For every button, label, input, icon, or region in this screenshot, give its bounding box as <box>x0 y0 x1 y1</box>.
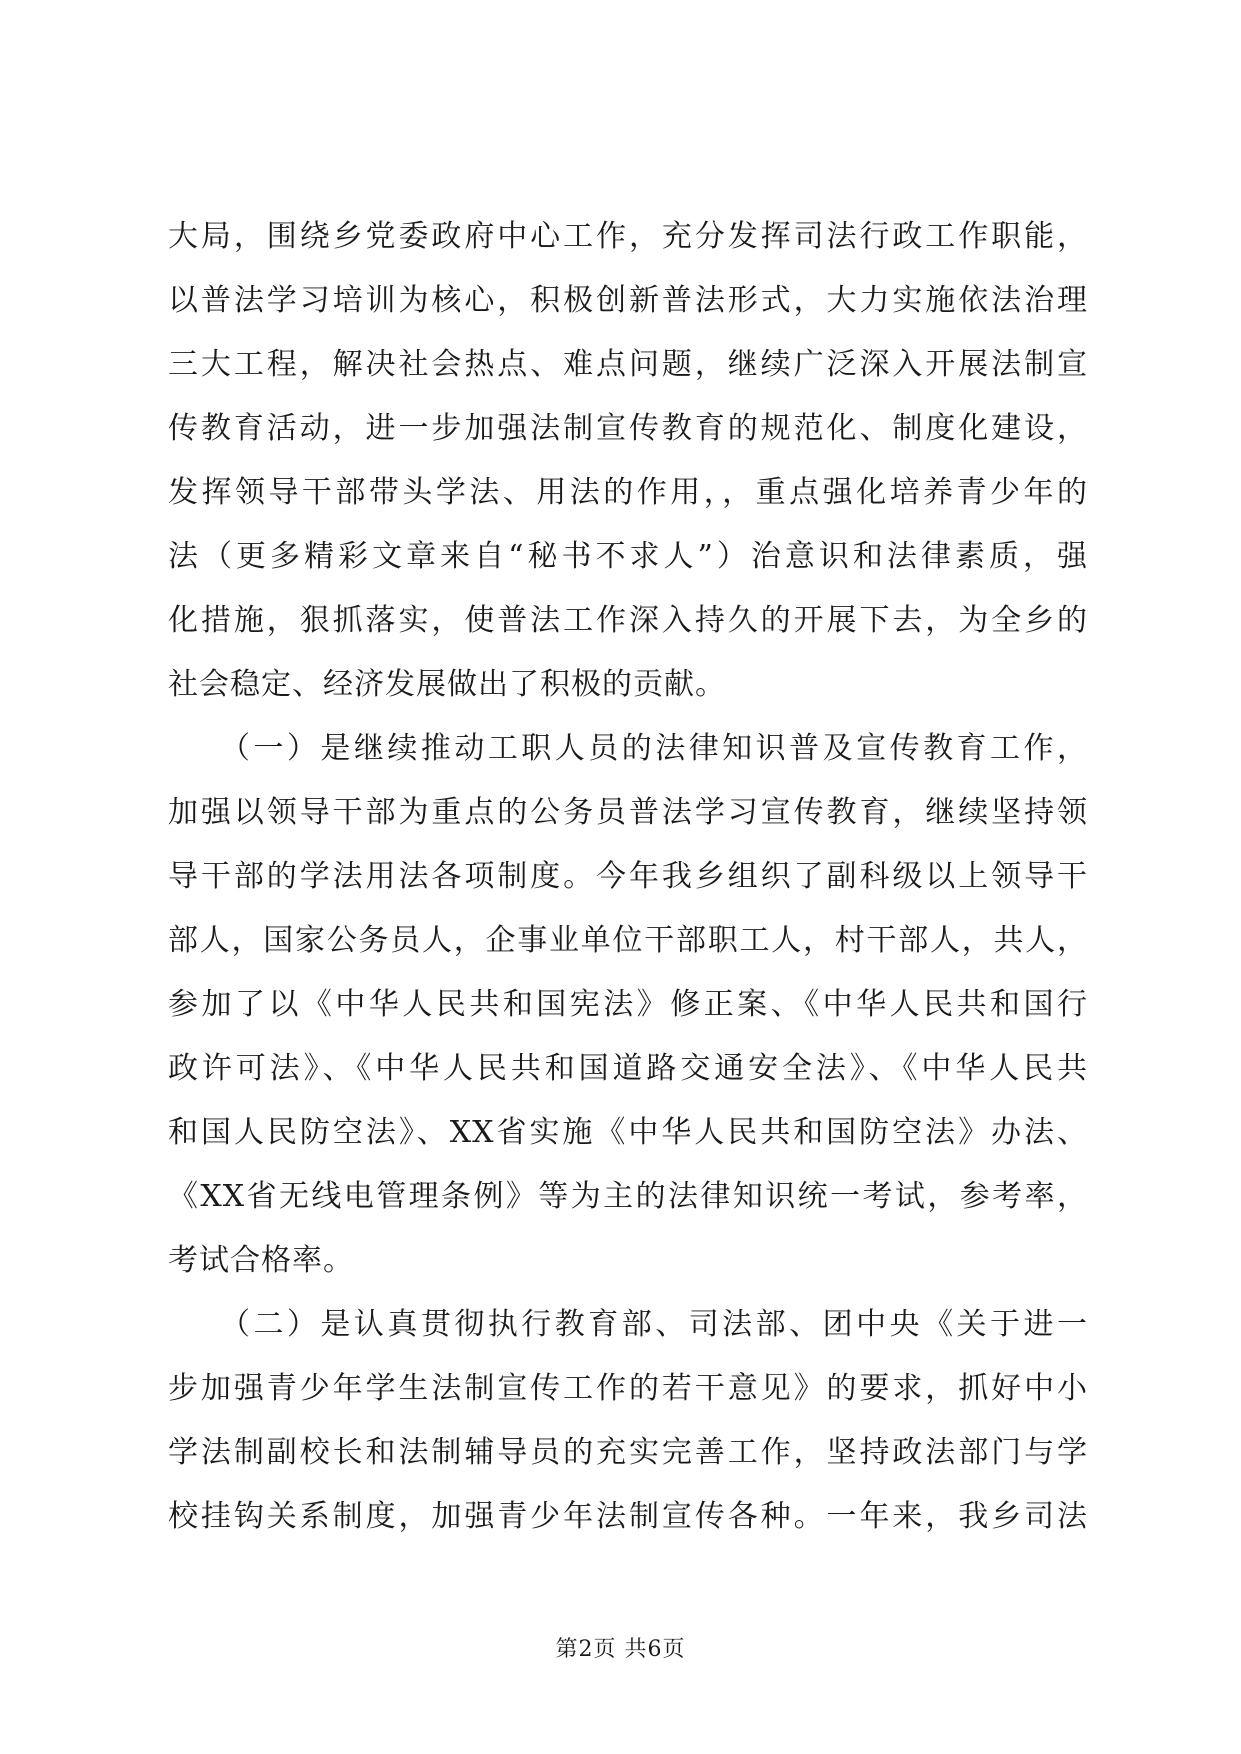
text-line: 加强以领导干部为重点的公务员普法学习宣传教育，继续坚持领 <box>168 795 1088 830</box>
text-line: 和国人民防空法》、XX省实施《中华人民共和国防空法》办法、 <box>168 1115 1088 1150</box>
text-line: 法（更多精彩文章来自“秘书不求人”）治意识和法律素质，强 <box>168 539 1088 574</box>
text-line: 化措施，狠抓落实，使普法工作深入持久的开展下去，为全乡的 <box>168 603 1088 638</box>
text-line: 以普法学习培训为核心，积极创新普法形式，大力实施依法治理 <box>168 283 1088 318</box>
text-line: 步加强青少年学生法制宣传工作的若干意见》的要求，抓好中小 <box>168 1371 1088 1406</box>
page-number-footer: 第2页 共6页 <box>555 1637 686 1662</box>
text-line: 三大工程，解决社会热点、难点问题，继续广泛深入开展法制宣 <box>168 347 1088 382</box>
text-line: 发挥领导干部带头学法、用法的作用，，重点强化培养青少年的 <box>168 475 1088 510</box>
text-line: （一）是继续推动工职人员的法律知识普及宣传教育工作， <box>168 731 1088 766</box>
text-line: （二）是认真贯彻执行教育部、司法部、团中央《关于进一 <box>168 1307 1088 1342</box>
text-line: 导干部的学法用法各项制度。今年我乡组织了副科级以上领导干 <box>168 859 1088 894</box>
text-line: 校挂钩关系制度，加强青少年法制宣传各种。一年来，我乡司法 <box>168 1499 1088 1534</box>
text-line: 考试合格率。 <box>168 1243 354 1278</box>
text-line: 学法制副校长和法制辅导员的充实完善工作，坚持政法部门与学 <box>168 1435 1088 1470</box>
document-body <box>168 205 1088 1549</box>
text-line: 《XX省无线电管理条例》等为主的法律知识统一考试，参考率， <box>168 1179 1088 1214</box>
text-line: 大局，围绕乡党委政府中心工作，充分发挥司法行政工作职能， <box>168 219 1088 254</box>
text-line: 政许可法》、《中华人民共和国道路交通安全法》、《中华人民共 <box>168 1051 1088 1086</box>
text-line: 部人，国家公务员人，企事业单位干部职工人，村干部人，共人， <box>168 923 1088 958</box>
text-line: 社会稳定、经济发展做出了积极的贡献。 <box>168 667 726 702</box>
text-line: 传教育活动，进一步加强法制宣传教育的规范化、制度化建设， <box>168 411 1088 446</box>
text-line: 参加了以《中华人民共和国宪法》修正案、《中华人民共和国行 <box>168 987 1088 1022</box>
